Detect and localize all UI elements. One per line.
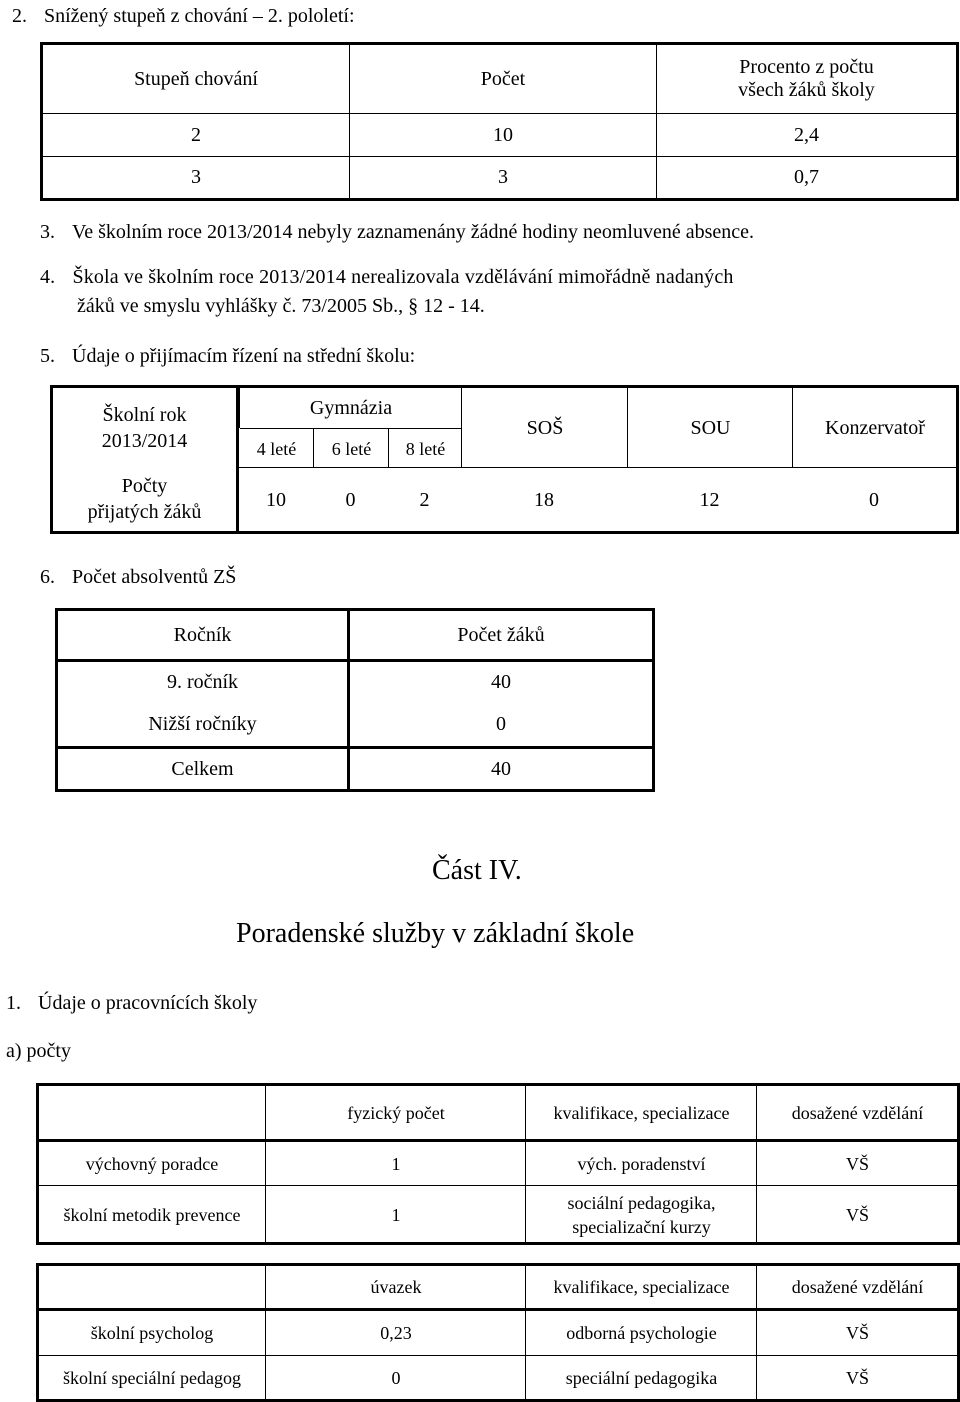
section-number: 3. [40, 221, 55, 243]
count-cell: 0 [792, 467, 956, 532]
header-line: Počty [121, 475, 168, 497]
count-cell: 12 [627, 467, 792, 532]
table-cell: 2 [42, 114, 350, 157]
section-title: Snížený stupeň z chování – 2. pololetí: [44, 5, 355, 27]
table-cell: 0,23 [265, 1311, 526, 1355]
section-2-heading [12, 4, 355, 28]
section-text: Údaje o pracovnících školy [38, 992, 258, 1014]
table-header: Ročník [173, 624, 232, 646]
section-text-line: Škola ve školním roce 2013/2014 nerealizovala vzdělávání mimořádně nadaných [72, 266, 734, 288]
count-cell: 18 [461, 467, 627, 532]
table-cell: 40 [491, 671, 511, 693]
table-cell: výchovný poradce [85, 1153, 219, 1174]
section-text: Ve školním roce 2013/2014 nebyly zaznamenány žádné hodiny neomluvené absence. [72, 221, 755, 243]
table-cell: 2,4 [657, 114, 958, 157]
part-title: Část IV. [432, 855, 522, 886]
table-cell: VŠ [756, 1142, 958, 1185]
table-header [657, 44, 958, 114]
table-header: dosažené vzdělání [756, 1266, 958, 1308]
section-number: 2. [12, 5, 27, 27]
gymnasium-header: Gymnázia [239, 388, 462, 428]
section-number: 1. [6, 992, 21, 1014]
school-year-header [53, 388, 236, 467]
section-text-line: žáků ve smyslu vyhlášky č. 73/2005 Sb., § 12 - 14. [77, 295, 485, 317]
cell-line: specializační kurzy [572, 1216, 711, 1237]
header-line: všech žáků školy [738, 79, 875, 101]
table-cell: 9. ročník [166, 671, 239, 693]
table-cell: 0 [496, 713, 506, 735]
conservatory-header: Konzervatoř [792, 388, 957, 467]
table-cell: 0,7 [657, 157, 958, 200]
table-cell: 3 [42, 157, 350, 200]
header-line: přijatých žáků [87, 501, 202, 523]
section-3 [40, 220, 754, 244]
table-header: kvalifikace, specializace [525, 1086, 757, 1139]
header-line: Procento z počtu [739, 56, 874, 78]
table-cell: odborná psychologie [525, 1311, 757, 1355]
behaviour-grade-table [40, 42, 959, 201]
table-cell: školní speciální pedagog [39, 1355, 265, 1400]
staff-section-heading [6, 991, 257, 1015]
sos-header: SOŠ [461, 388, 628, 467]
table-cell: 3 [350, 157, 657, 200]
count-cell: 2 [388, 467, 461, 532]
count-cell: 10 [239, 467, 313, 532]
section-number: 5. [40, 345, 55, 367]
cell-line: sociální pedagogika, [567, 1192, 716, 1213]
table-header: úvazek [265, 1266, 526, 1308]
table-cell [525, 1185, 757, 1243]
section-number: 4. [40, 266, 56, 288]
table-cell: 40 [491, 758, 511, 780]
table-cell: VŠ [756, 1311, 958, 1355]
table-header: Počet žáků [457, 624, 545, 646]
table-cell: Celkem [171, 758, 234, 780]
table-header: Stupeň chování [42, 44, 350, 114]
table-header: dosažené vzdělání [756, 1086, 958, 1139]
section-5 [40, 344, 415, 368]
section-number: 6. [40, 566, 55, 588]
table-cell: Nižší ročníky [148, 713, 257, 735]
section-4 [40, 265, 960, 318]
table-cell: školní psycholog [90, 1323, 214, 1343]
graduates-table [55, 608, 655, 792]
table-cell: školní metodik prevence [39, 1185, 265, 1243]
admitted-counts-header [53, 467, 236, 531]
table-cell: 10 [350, 114, 657, 157]
table-cell: vých. poradenství [525, 1142, 757, 1185]
gym-8-year-header: 8 leté [388, 428, 462, 468]
counselling-staff-table [36, 1083, 960, 1245]
sou-header: SOU [627, 388, 793, 467]
part-subtitle: Poradenské služby v základní škole [236, 918, 635, 949]
count-cell: 0 [313, 467, 388, 532]
gym-4-year-header: 4 leté [240, 428, 313, 468]
header-line: 2013/2014 [101, 429, 188, 452]
section-6 [40, 565, 236, 589]
table-cell: speciální pedagogika [525, 1355, 757, 1400]
table-cell: VŠ [756, 1355, 958, 1400]
table-header: fyzický počet [265, 1086, 526, 1139]
staff-subheading: a) počty [6, 1040, 71, 1062]
section-text: Údaje o přijímacím řízení na střední školu: [72, 345, 416, 367]
table-cell: 1 [265, 1185, 526, 1243]
admissions-table [50, 385, 959, 534]
table-header: Počet [350, 44, 657, 114]
gym-6-year-header: 6 leté [313, 428, 389, 468]
table-cell: 0 [265, 1355, 526, 1400]
header-line: Školní rok [102, 403, 187, 426]
table-header: kvalifikace, specializace [525, 1266, 757, 1308]
table-cell: 1 [265, 1142, 526, 1185]
psychology-staff-table [36, 1263, 960, 1402]
table-cell: VŠ [756, 1185, 958, 1243]
section-text: Počet absolventů ZŠ [72, 566, 237, 588]
